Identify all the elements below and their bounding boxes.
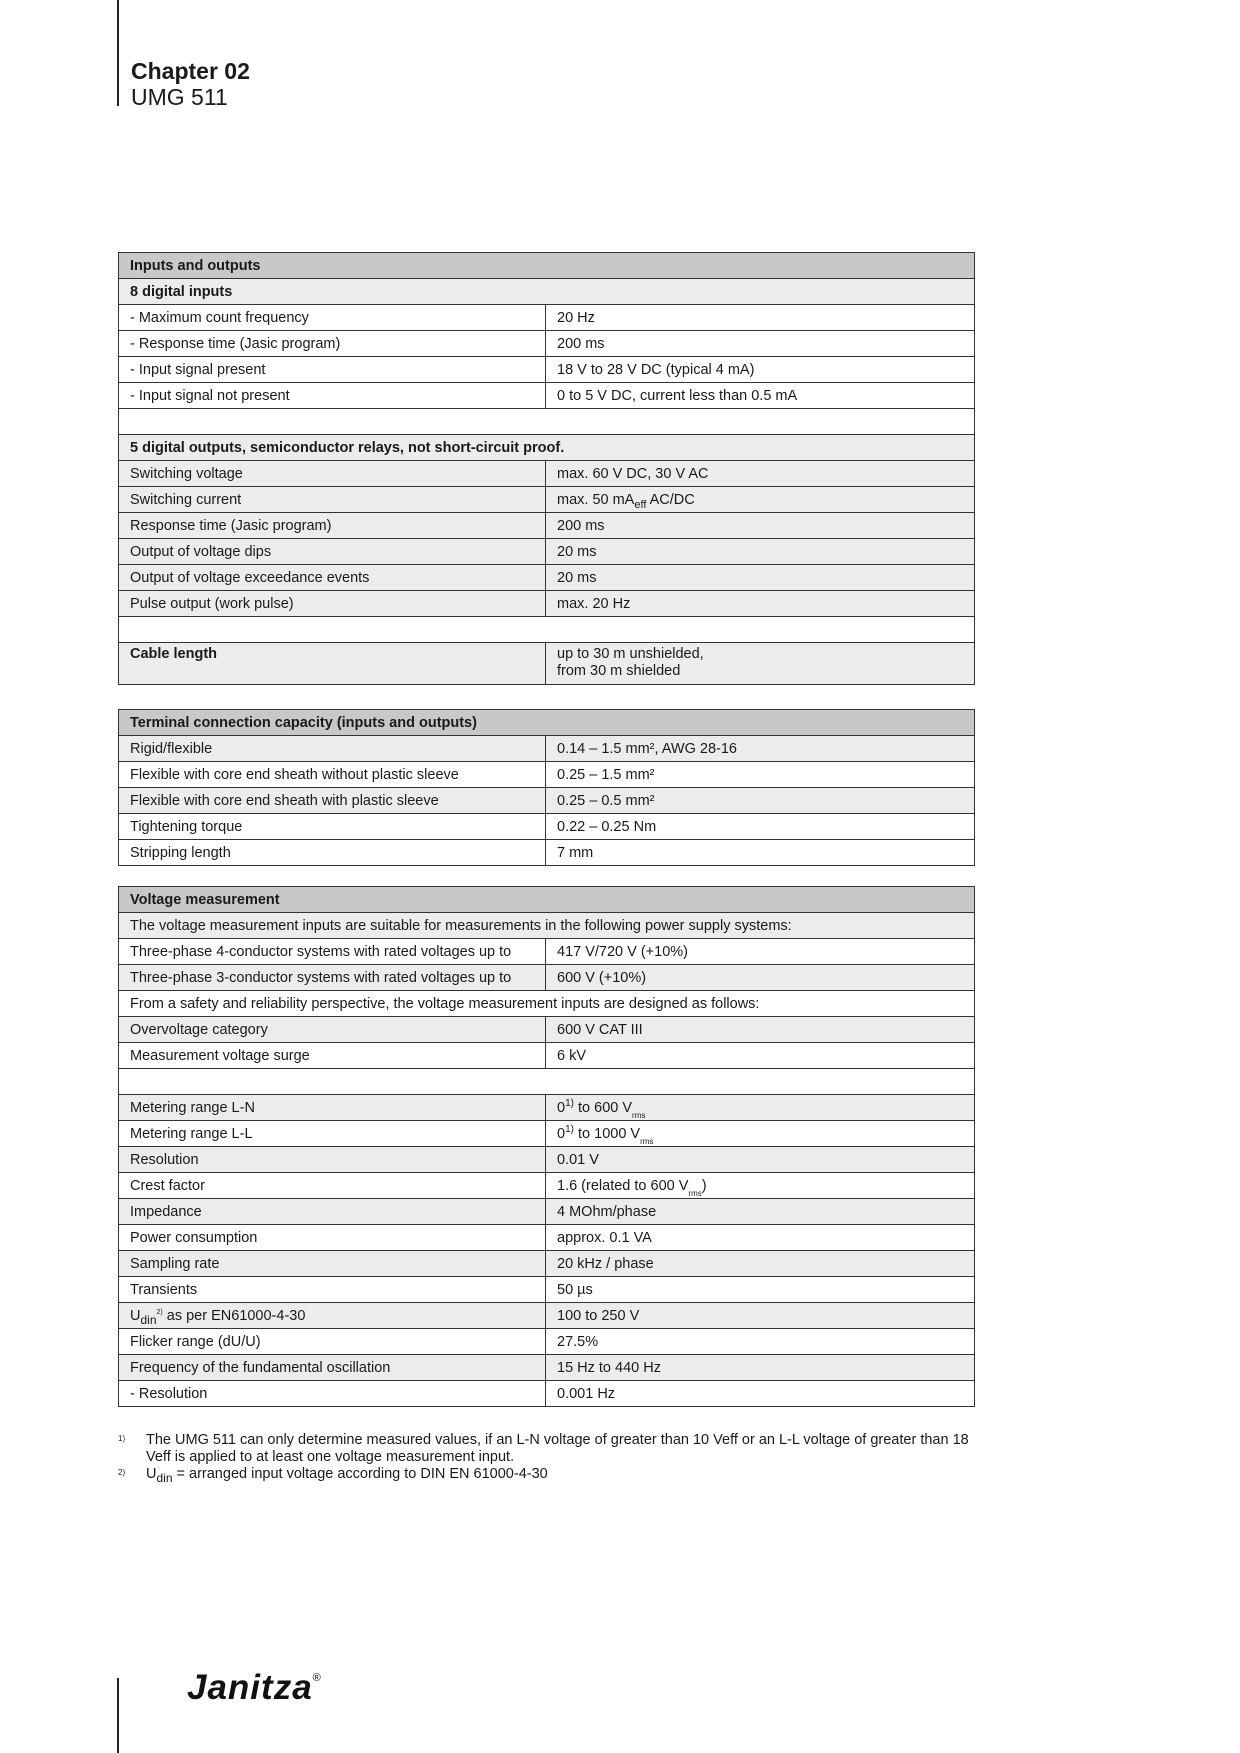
row-value: 4 MOhm/phase bbox=[546, 1199, 975, 1225]
table-row bbox=[119, 513, 975, 539]
intro-text: The voltage measurement inputs are suitable for measurements in the following power supply systems: bbox=[119, 913, 975, 939]
table-row bbox=[119, 1121, 975, 1147]
table-row bbox=[119, 1251, 975, 1277]
row-value: 0.22 – 0.25 Nm bbox=[546, 814, 975, 840]
row-value: 1.6 (related to 600 $V_{rms}$) bbox=[546, 1173, 975, 1199]
table-row bbox=[119, 1199, 975, 1225]
row-label: - Input signal present bbox=[119, 357, 546, 383]
table-row bbox=[119, 591, 975, 617]
table-row bbox=[119, 1355, 975, 1381]
row-label: Stripping length bbox=[119, 840, 546, 866]
row-value: 200 ms bbox=[546, 331, 975, 357]
row-value: 600 V (+10%) bbox=[546, 965, 975, 991]
margin-rule-top bbox=[117, 0, 119, 106]
blank-row bbox=[119, 617, 975, 643]
row-label: Metering range L-L bbox=[119, 1121, 546, 1147]
row-label: $U_{din}^{2)}$ as per EN61000-4-30 bbox=[119, 1303, 546, 1329]
row-value: 0 to 5 V DC, current less than 0.5 mA bbox=[546, 383, 975, 409]
row-label: Impedance bbox=[119, 1199, 546, 1225]
row-value: 7 mm bbox=[546, 840, 975, 866]
row-label: Frequency of the fundamental oscillation bbox=[119, 1355, 546, 1381]
terminal-capacity-table bbox=[118, 709, 975, 866]
row-value: 600 V CAT III bbox=[546, 1017, 975, 1043]
table-row bbox=[119, 305, 975, 331]
table-row bbox=[119, 1043, 975, 1069]
row-label: Flexible with core end sheath without plastic sleeve bbox=[119, 762, 546, 788]
row-value: 6 kV bbox=[546, 1043, 975, 1069]
row-label: - Resolution bbox=[119, 1381, 546, 1407]
row-label: Metering range L-N bbox=[119, 1095, 546, 1121]
table-row bbox=[119, 1017, 975, 1043]
footnote-1: 1) The UMG 511 can only determine measured values, if an L-N voltage of greater than 10 Veff or an L-L voltage of greater than 18 Veff is applied to at least one voltage measurement input. bbox=[118, 1432, 969, 1465]
table-row bbox=[119, 814, 975, 840]
table-row bbox=[119, 965, 975, 991]
footnote-2: 2) $U_{din}$ = arranged input voltage according to DIN EN 61000-4-30 bbox=[118, 1466, 548, 1485]
chapter-header bbox=[131, 58, 250, 110]
voltage-measurement-table bbox=[118, 886, 975, 1407]
row-value: approx. 0.1 VA bbox=[546, 1225, 975, 1251]
row-label: Switching current bbox=[119, 487, 546, 513]
row-label: Pulse output (work pulse) bbox=[119, 591, 546, 617]
table-row bbox=[119, 1225, 975, 1251]
chapter-title: Chapter 02 bbox=[131, 58, 250, 84]
row-value: 20 kHz / phase bbox=[546, 1251, 975, 1277]
row-label: Transients bbox=[119, 1277, 546, 1303]
row-value: 20 ms bbox=[546, 539, 975, 565]
row-value: 0$^{1)}$ to 1000 $V_{rms}$ bbox=[546, 1121, 975, 1147]
row-label: - Response time (Jasic program) bbox=[119, 331, 546, 357]
footnotes bbox=[118, 1432, 978, 1483]
row-value: 100 to 250 V bbox=[546, 1303, 975, 1329]
row-label: Power consumption bbox=[119, 1225, 546, 1251]
blank-row bbox=[119, 409, 975, 435]
row-label: Tightening torque bbox=[119, 814, 546, 840]
row-label: Output of voltage dips bbox=[119, 539, 546, 565]
section-title: 5 digital outputs, semiconductor relays, not short-circuit proof. bbox=[119, 435, 975, 461]
row-value: 0$^{1)}$ to 600 $V_{rms}$ bbox=[546, 1095, 975, 1121]
inputs-outputs-table bbox=[118, 252, 975, 685]
row-label: - Input signal not present bbox=[119, 383, 546, 409]
table-row bbox=[119, 565, 975, 591]
table-title: Voltage measurement bbox=[119, 887, 975, 913]
product-model: UMG 511 bbox=[131, 84, 228, 110]
row-label: Flicker range (dU/U) bbox=[119, 1329, 546, 1355]
row-label: Sampling rate bbox=[119, 1251, 546, 1277]
table-row bbox=[119, 840, 975, 866]
row-label: Output of voltage exceedance events bbox=[119, 565, 546, 591]
section-title: 8 digital inputs bbox=[119, 279, 975, 305]
row-value: 27.5% bbox=[546, 1329, 975, 1355]
table-row bbox=[119, 788, 975, 814]
row-value: max. 20 Hz bbox=[546, 591, 975, 617]
row-value: up to 30 m unshielded, from 30 m shielded bbox=[546, 643, 975, 685]
table-row bbox=[119, 357, 975, 383]
safety-intro-text: From a safety and reliability perspective, the voltage measurement inputs are designed as follows: bbox=[119, 991, 975, 1017]
row-label: Cable length bbox=[119, 643, 546, 685]
row-value: 20 ms bbox=[546, 565, 975, 591]
row-label: - Maximum count frequency bbox=[119, 305, 546, 331]
table-row bbox=[119, 1277, 975, 1303]
row-value: 0.001 Hz bbox=[546, 1381, 975, 1407]
row-value: max. 60 V DC, 30 V AC bbox=[546, 461, 975, 487]
table-row bbox=[119, 1381, 975, 1407]
table-row bbox=[119, 487, 975, 513]
table-row bbox=[119, 1147, 975, 1173]
table-row bbox=[119, 1173, 975, 1199]
table-title: Terminal connection capacity (inputs and outputs) bbox=[119, 710, 975, 736]
table-row bbox=[119, 643, 975, 685]
row-value: 0.01 V bbox=[546, 1147, 975, 1173]
row-label: Three-phase 3-conductor systems with rated voltages up to bbox=[119, 965, 546, 991]
margin-rule-bottom bbox=[117, 1678, 119, 1753]
table-row bbox=[119, 736, 975, 762]
row-label: Rigid/flexible bbox=[119, 736, 546, 762]
row-value: 18 V to 28 V DC (typical 4 mA) bbox=[546, 357, 975, 383]
table-row bbox=[119, 939, 975, 965]
table-row bbox=[119, 762, 975, 788]
row-value: max. 50 $mA_{eff}$ AC/DC bbox=[546, 487, 975, 513]
blank-row bbox=[119, 1069, 975, 1095]
row-value: 0.25 – 1.5 mm² bbox=[546, 762, 975, 788]
row-label: Measurement voltage surge bbox=[119, 1043, 546, 1069]
row-label: Response time (Jasic program) bbox=[119, 513, 546, 539]
row-label: Overvoltage category bbox=[119, 1017, 546, 1043]
table-row bbox=[119, 1095, 975, 1121]
row-value: 200 ms bbox=[546, 513, 975, 539]
row-label: Switching voltage bbox=[119, 461, 546, 487]
row-value: 15 Hz to 440 Hz bbox=[546, 1355, 975, 1381]
row-label: Three-phase 4-conductor systems with rated voltages up to bbox=[119, 939, 546, 965]
table-row bbox=[119, 1303, 975, 1329]
row-value: 20 Hz bbox=[546, 305, 975, 331]
janitza-logo: Janitza® bbox=[187, 1668, 322, 1707]
table-row bbox=[119, 1329, 975, 1355]
row-label: Flexible with core end sheath with plastic sleeve bbox=[119, 788, 546, 814]
row-label: Resolution bbox=[119, 1147, 546, 1173]
table-row bbox=[119, 461, 975, 487]
table-title: Inputs and outputs bbox=[119, 253, 975, 279]
row-value: 50 µs bbox=[546, 1277, 975, 1303]
table-row bbox=[119, 331, 975, 357]
row-value: 0.14 – 1.5 mm², AWG 28-16 bbox=[546, 736, 975, 762]
row-label: Crest factor bbox=[119, 1173, 546, 1199]
row-value: 0.25 – 0.5 mm² bbox=[546, 788, 975, 814]
row-value: 417 V/720 V (+10%) bbox=[546, 939, 975, 965]
table-row bbox=[119, 383, 975, 409]
table-row bbox=[119, 539, 975, 565]
